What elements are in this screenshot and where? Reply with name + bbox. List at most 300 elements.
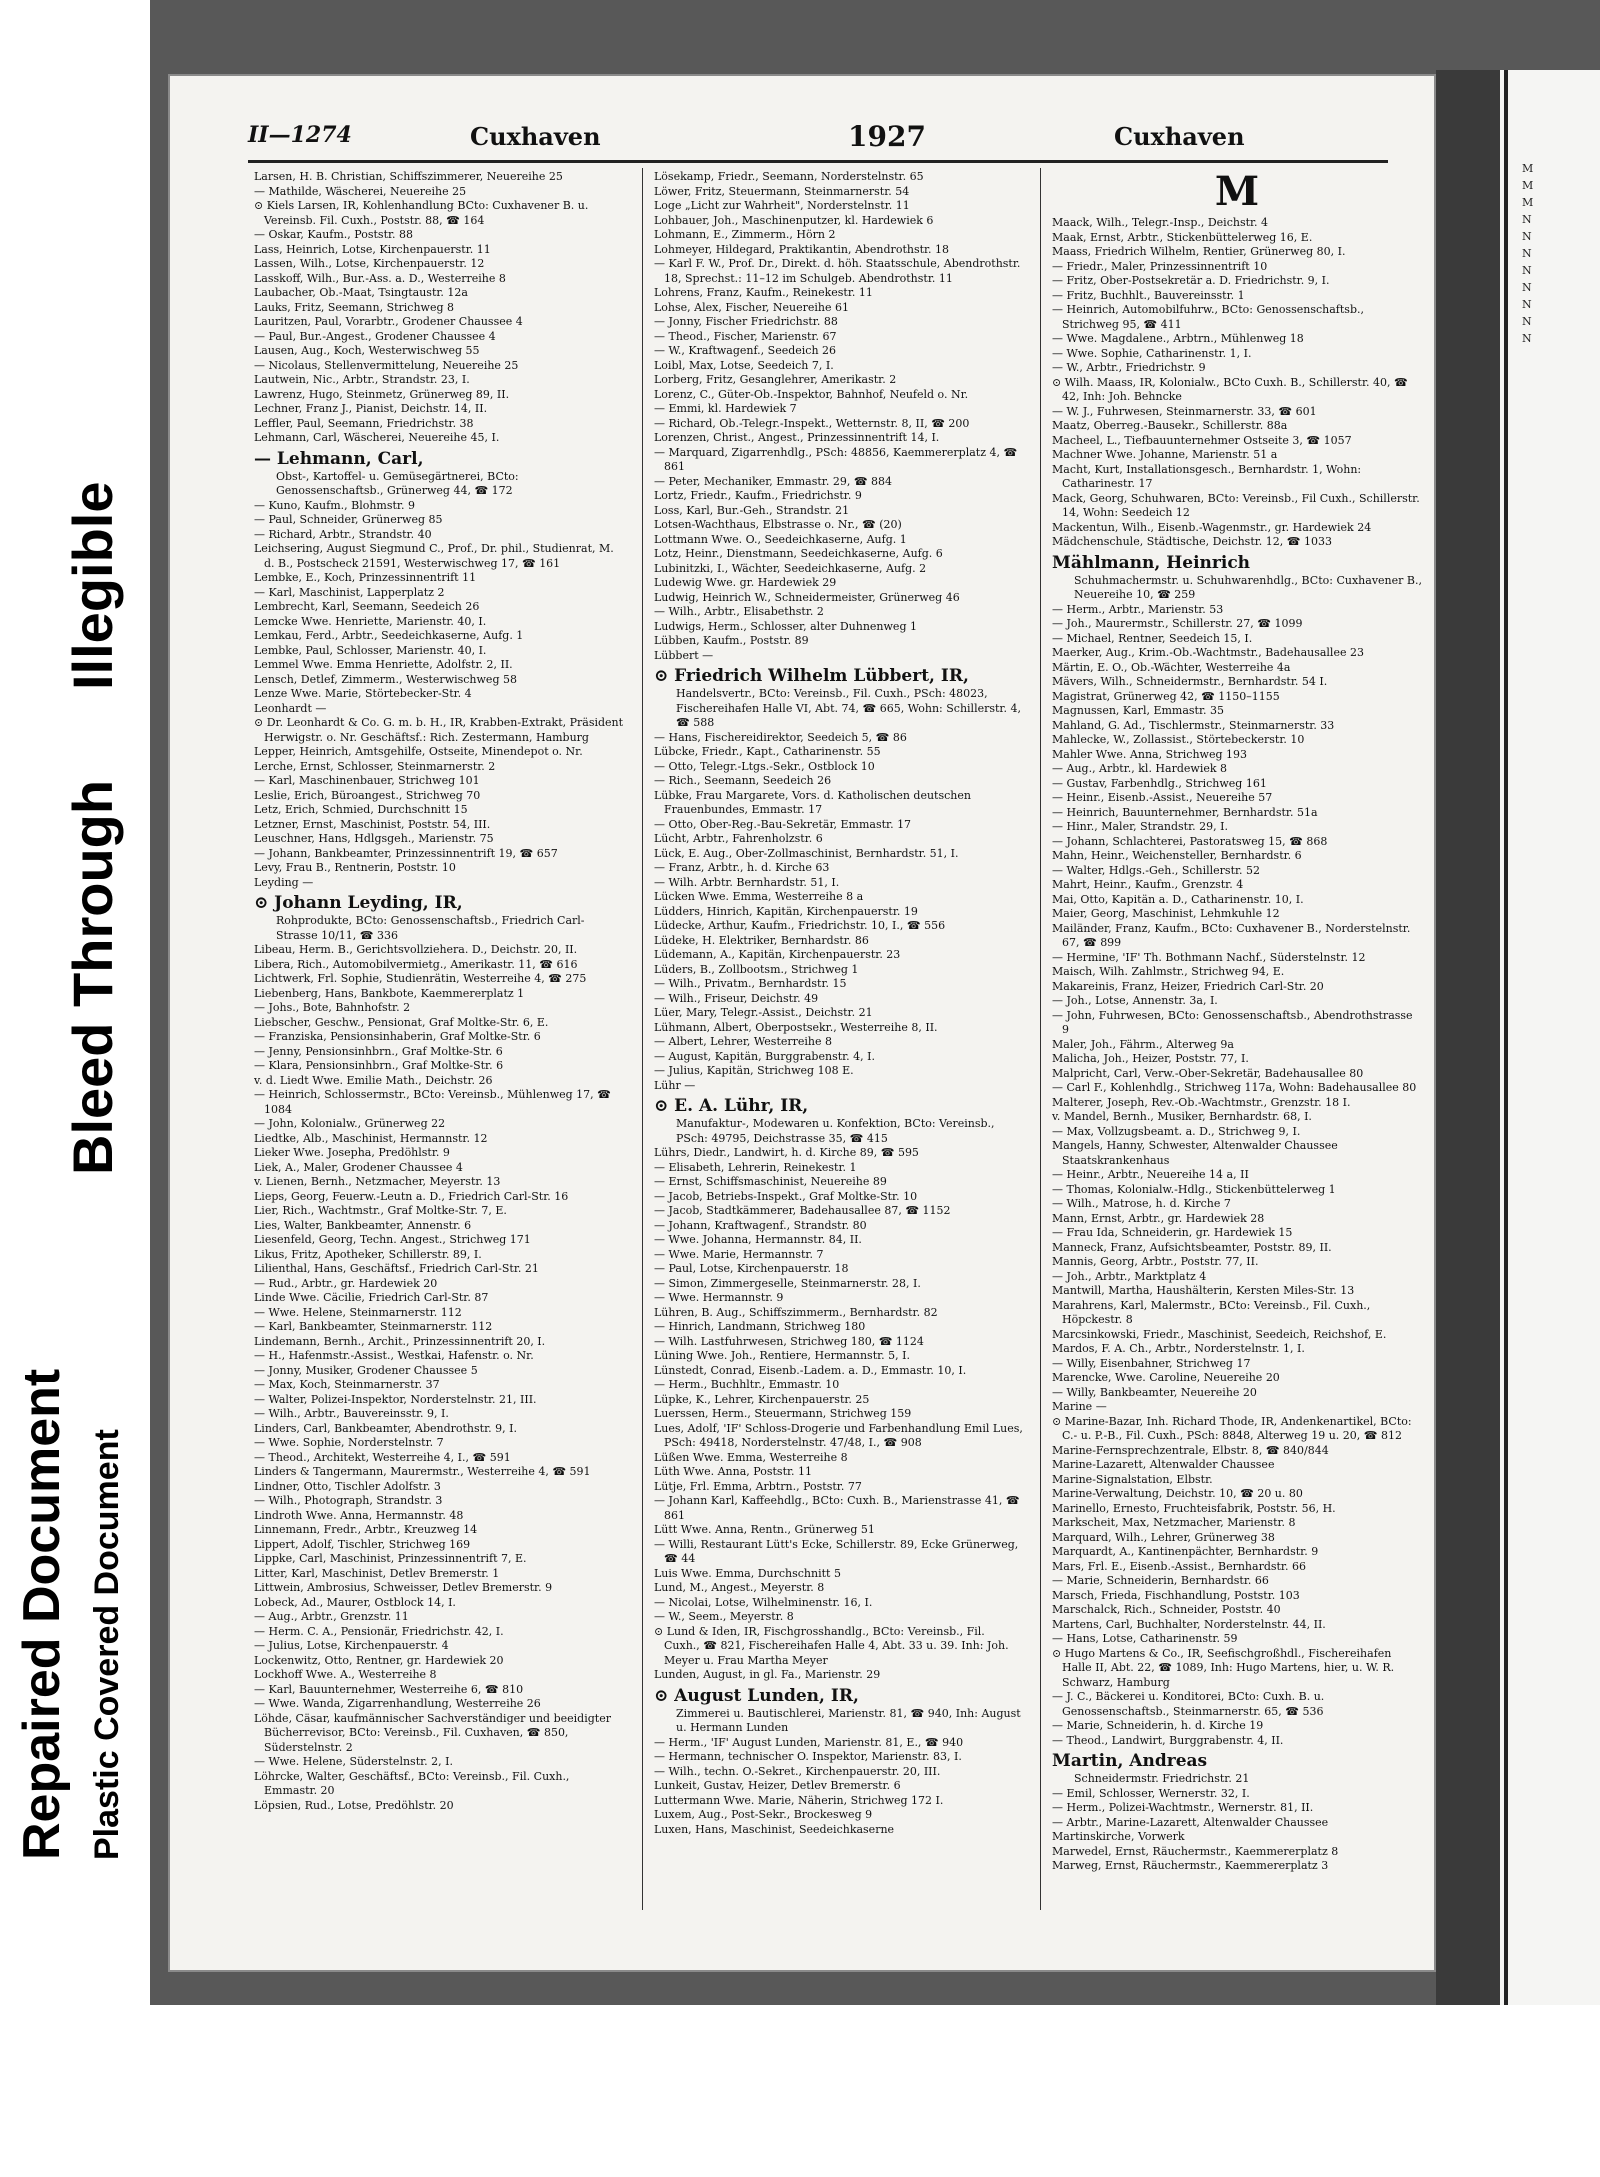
directory-entry: Luxen, Hans, Maschinist, Seedeichkaserne bbox=[654, 1822, 895, 1836]
page-number: II—1274 bbox=[248, 122, 352, 148]
directory-entry: Lüth Wwe. Anna, Poststr. 11 bbox=[654, 1465, 813, 1478]
directory-entry: — Willi, Restaurant Lütt's Ecke, Schillerstr. 89, Ecke Grünerweg, ☎ 44 bbox=[654, 1537, 1019, 1565]
directory-entry: — Albert, Lehrer, Westerreihe 8 bbox=[654, 1035, 833, 1048]
directory-entry: — John, Kolonialw., Grünerweg 22 bbox=[254, 1117, 446, 1130]
directory-entry: — Wwe. Hermannstr. 9 bbox=[654, 1291, 784, 1304]
directory-entry: Linnemann, Fredr., Arbtr., Kreuzweg 14 bbox=[254, 1523, 478, 1536]
directory-entry: — H., Hafenmstr.-Assist., Westkai, Hafenstr. o. Nr. bbox=[254, 1349, 534, 1362]
directory-entry: Lüßen Wwe. Emma, Westerreihe 8 bbox=[654, 1450, 848, 1464]
directory-entry: Lindroth Wwe. Anna, Hermannstr. 48 bbox=[254, 1508, 464, 1522]
directory-entry: Lassen, Wilh., Lotse, Kirchenpauerstr. 12 bbox=[254, 257, 485, 270]
directory-entry: — Julius, Kapitän, Strichweg 108 E. bbox=[654, 1064, 854, 1077]
city-heading-right: Cuxhaven bbox=[1114, 122, 1245, 151]
directory-entry: Lohmeyer, Hildegard, Praktikantin, Abendrothstr. 18 bbox=[654, 242, 950, 256]
directory-entry: Lemkau, Ferd., Arbtr., Seedeichkaserne, Aufg. 1 bbox=[254, 629, 524, 642]
directory-entry: Marine — bbox=[1052, 1400, 1107, 1413]
directory-entry: — J. C., Bäckerei u. Konditorei, BCto: Cuxh. B. u. Genossenschaftsb., Steinmarnerstr. 65, ☎ 536 bbox=[1052, 1690, 1325, 1718]
directory-entry: Lühr — bbox=[654, 1078, 696, 1092]
directory-entry: — Karl, Maschinist, Lapperplatz 2 bbox=[254, 585, 445, 599]
directory-entry: Macheel, L., Tiefbauunternehmer Ostseite 3, ☎ 1057 bbox=[1052, 433, 1352, 447]
directory-entry: — Marie, Schneiderin, Bernhardstr. 66 bbox=[1052, 1574, 1269, 1587]
directory-entry: Lübke, Frau Margarete, Vors. d. Katholischen deutschen Frauenbundes, Emmastr. 17 bbox=[654, 788, 971, 816]
adjacent-page-rule bbox=[1504, 70, 1508, 2005]
directory-entry: — Herm., 'IF' August Lunden, Marienstr. 81, E., ☎ 940 bbox=[654, 1735, 964, 1749]
directory-entry: — Wilh., Matrose, h. d. Kirche 7 bbox=[1052, 1197, 1231, 1210]
directory-entry: Lühmann, Albert, Oberpostsekr., Westerreihe 8, II. bbox=[654, 1020, 938, 1034]
section-letter: M bbox=[1214, 170, 1260, 215]
directory-entry: — Kuno, Kaufm., Blohmstr. 9 bbox=[254, 498, 415, 512]
directory-entry: — Paul, Schneider, Grünerweg 85 bbox=[254, 513, 443, 526]
directory-entry: — Mathilde, Wäscherei, Neuereihe 25 bbox=[254, 184, 467, 198]
directory-entry: — W., Kraftwagenf., Seedeich 26 bbox=[654, 344, 837, 357]
directory-entry: — Emil, Schlosser, Wernerstr. 32, I. bbox=[1052, 1786, 1250, 1800]
directory-entry: Lüdemann, A., Kapitän, Kirchenpauerstr. 23 bbox=[654, 948, 901, 961]
directory-entry: Lünstedt, Conrad, Eisenb.-Ladem. a. D., Emmastr. 10, I. bbox=[654, 1363, 967, 1377]
directory-entry: — Otto, Ober-Reg.-Bau-Sekretär, Emmastr. 17 bbox=[654, 817, 912, 831]
directory-entry: Lemmel Wwe. Emma Henriette, Adolfstr. 2, II. bbox=[254, 658, 513, 671]
directory-entry: Maack, Wilh., Telegr.-Insp., Deichstr. 4 bbox=[1052, 216, 1269, 229]
directory-entry: — Jonny, Musiker, Grodener Chaussee 5 bbox=[254, 1363, 478, 1377]
directory-entry: Machner Wwe. Johanne, Marienstr. 51 a bbox=[1052, 448, 1278, 461]
column-divider-2 bbox=[1040, 168, 1041, 1910]
directory-entry: Loss, Karl, Bur.-Geh., Strandstr. 21 bbox=[654, 503, 850, 517]
label-repaired-document: Repaired Document bbox=[13, 1368, 71, 1860]
directory-entry: Lenze Wwe. Marie, Störtebecker-Str. 4 bbox=[254, 687, 472, 700]
directory-entry: — Wwe. Magdalene., Arbtrn., Mühlenweg 18 bbox=[1052, 332, 1304, 345]
directory-entry: — Heinrich, Bauunternehmer, Bernhardstr. 51a bbox=[1052, 805, 1318, 819]
directory-entry: — Hermann, technischer O. Inspektor, Marienstr. 83, I. bbox=[654, 1750, 962, 1763]
directory-entry: Leslie, Erich, Büroangest., Strichweg 70 bbox=[254, 788, 481, 802]
directory-entry: — Paul, Lotse, Kirchenpauerstr. 18 bbox=[654, 1262, 849, 1275]
directory-entry: — Oskar, Kaufm., Poststr. 88 bbox=[254, 228, 414, 241]
directory-entry: — Karl, Bankbeamter, Steinmarnerstr. 112 bbox=[254, 1320, 493, 1333]
directory-entry: Lauritzen, Paul, Vorarbtr., Grodener Chaussee 4 bbox=[254, 315, 523, 328]
directory-entry: — Franz, Arbtr., h. d. Kirche 63 bbox=[654, 861, 830, 874]
directory-entry: Mahrt, Heinr., Kaufm., Grenzstr. 4 bbox=[1052, 878, 1244, 891]
directory-entry: — Theod., Landwirt, Burggrabenstr. 4, II. bbox=[1052, 1733, 1284, 1747]
directory-entry: Marine-Fernsprechzentrale, Elbstr. 8, ☎ 840/844 bbox=[1052, 1443, 1329, 1457]
directory-entry: — Thomas, Kolonialw.-Hdlg., Stickenbüttelerweg 1 bbox=[1052, 1182, 1336, 1196]
directory-entry: Malicha, Joh., Heizer, Poststr. 77, I. bbox=[1052, 1052, 1249, 1065]
label-plastic-covered-document: Plastic Covered Document bbox=[88, 1429, 126, 1860]
directory-entry: Litter, Karl, Maschinist, Detlev Bremerstr. 1 bbox=[254, 1566, 500, 1580]
directory-entry: Marine-Lazarett, Altenwalder Chaussee bbox=[1052, 1458, 1275, 1471]
directory-entry: Lütt Wwe. Anna, Rentn., Grünerweg 51 bbox=[654, 1523, 875, 1536]
directory-entry: v. d. Liedt Wwe. Emilie Math., Deichstr. 26 bbox=[254, 1073, 493, 1087]
directory-entry: — Heinr., Arbtr., Neuereihe 14 a, II bbox=[1052, 1168, 1249, 1181]
directory-entry: v. Lienen, Bernh., Netzmacher, Meyerstr. 13 bbox=[254, 1175, 501, 1188]
directory-entry: Malterer, Joseph, Rev.-Ob.-Wachtmstr., Grenzstr. 18 I. bbox=[1052, 1095, 1351, 1109]
directory-entry: Lotsen-Wachthaus, Elbstrasse o. Nr., ☎ (20) bbox=[654, 518, 902, 531]
directory-entry: — Arbtr., Marine-Lazarett, Altenwalder Chaussee bbox=[1052, 1815, 1329, 1829]
directory-entry: Lüdeke, H. Elektriker, Bernhardstr. 86 bbox=[654, 933, 869, 947]
directory-entry: — Johann, Bankbeamter, Prinzessinnentrift 19, ☎ 657 bbox=[254, 846, 558, 860]
directory-entry: — Joh., Lotse, Annenstr. 3a, I. bbox=[1052, 994, 1218, 1007]
directory-entry: Obst-, Kartoffel- u. Gemüsegärtnerei, BCto: Genossenschaftsb., Grünerweg 44, ☎ 172 bbox=[276, 469, 519, 497]
directory-entry: — Julius, Lotse, Kirchenpauerstr. 4 bbox=[254, 1639, 449, 1652]
directory-entry: Lübbert — bbox=[654, 648, 714, 662]
directory-entry: Zimmerei u. Bautischlerei, Marienstr. 81, ☎ 940, Inh: August u. Hermann Lunden bbox=[676, 1706, 1021, 1734]
directory-entry: Mahland, G. Ad., Tischlermstr., Steinmarnerstr. 33 bbox=[1052, 718, 1335, 732]
directory-entry: — Richard, Ob.-Telegr.-Inspekt., Wetternstr. 8, II, ☎ 200 bbox=[654, 416, 970, 430]
directory-entry: — Wilh., Arbtr., Bauvereinsstr. 9, I. bbox=[254, 1407, 449, 1420]
directory-entry: Manufaktur-, Modewaren u. Konfektion, BCto: Vereinsb., PSch: 49795, Deichstrasse 35, ☎ 415 bbox=[676, 1117, 995, 1145]
directory-entry: Leonhardt — bbox=[254, 701, 327, 715]
directory-entry: Liek, A., Maler, Grodener Chaussee 4 bbox=[254, 1160, 463, 1174]
directory-entry: Mai, Otto, Kapitän a. D., Catharinenstr. 10, I. bbox=[1052, 892, 1304, 906]
directory-entry: — W. J., Fuhrwesen, Steinmarnerstr. 33, ☎ 601 bbox=[1052, 404, 1317, 418]
directory-entry: Lüning Wwe. Joh., Rentiere, Hermannstr. 5, I. bbox=[654, 1349, 910, 1362]
directory-entry: — Johann, Schlachterei, Pastoratsweg 15, ☎ 868 bbox=[1052, 834, 1328, 848]
directory-entry: Lund, M., Angest., Meyerstr. 8 bbox=[654, 1581, 825, 1594]
directory-entry: — Hans, Lotse, Catharinenstr. 59 bbox=[1052, 1632, 1238, 1645]
directory-entry: ⊙ Marine-Bazar, Inh. Richard Thode, IR, Andenkenartikel, BCto: C.- u. P.-B., Fil. Cuxh., PSch: 8848, Alterweg 19 u. 20, ☎ 812 bbox=[1052, 1414, 1412, 1442]
directory-entry: — Simon, Zimmergeselle, Steinmarnerstr. 28, I. bbox=[654, 1276, 921, 1290]
directory-entry: Mangels, Hanny, Schwester, Altenwalder Chaussee Staatskrankenhaus bbox=[1052, 1139, 1338, 1167]
directory-entry: Linders, Carl, Bankbeamter, Abendrothstr. 9, I. bbox=[254, 1421, 517, 1435]
directory-entry: — Rich., Seemann, Seedeich 26 bbox=[654, 774, 832, 787]
directory-entry: Libeau, Herm. B., Gerichtsvollziehera. D., Deichstr. 20, II. bbox=[254, 943, 578, 956]
adjacent-page-text: M M M N N N N N N N N bbox=[1522, 162, 1534, 345]
directory-entry: Lütje, Frl. Emma, Arbtrn., Poststr. 77 bbox=[654, 1479, 862, 1493]
directory-entry: — Wwe. Sophie, Catharinenstr. 1, I. bbox=[1052, 346, 1252, 360]
directory-entry: Leyding — bbox=[254, 875, 314, 889]
directory-entry: — W., Arbtr., Friedrichstr. 9 bbox=[1052, 361, 1206, 374]
directory-entry: — Wwe. Helene, Steinmarnerstr. 112 bbox=[254, 1305, 462, 1319]
directory-entry: Lobeck, Ad., Maurer, Ostblock 14, I. bbox=[254, 1595, 456, 1609]
directory-entry: — Wilh., Photograph, Strandstr. 3 bbox=[254, 1494, 443, 1507]
directory-entry: — Jacob, Stadtkämmerer, Badehausallee 87, ☎ 1152 bbox=[654, 1204, 951, 1217]
directory-entry: — Marquard, Zigarrenhdlg., PSch: 48856, Kaemmererplatz 4, ☎ 861 bbox=[654, 445, 1018, 473]
directory-entry: Ludewig Wwe. gr. Hardewiek 29 bbox=[654, 576, 837, 589]
directory-entry: Mack, Georg, Schuhwaren, BCto: Vereinsb., Fil Cuxh., Schillerstr. 14, Wohn: Seedeich 12 bbox=[1052, 491, 1420, 519]
directory-entry: Lübben, Kaufm., Poststr. 89 bbox=[654, 634, 809, 647]
directory-entry: Laubacher, Ob.-Maat, Tsingtaustr. 12a bbox=[254, 286, 468, 299]
directory-entry: Lunden, August, in gl. Fa., Marienstr. 29 bbox=[654, 1668, 881, 1681]
directory-entry: Lohrens, Franz, Kaufm., Reinekestr. 11 bbox=[654, 286, 873, 299]
directory-entry: — Theod., Fischer, Marienstr. 67 bbox=[654, 329, 837, 343]
directory-entry: Mars, Frl. E., Eisenb.-Assist., Bernhardstr. 66 bbox=[1052, 1559, 1306, 1573]
adjacent-page bbox=[1500, 70, 1600, 2005]
directory-entry: — Hermine, 'IF' Th. Bothmann Nachf., Süderstelnstr. 12 bbox=[1052, 950, 1366, 964]
directory-entry: Luxem, Aug., Post-Sekr., Brockesweg 9 bbox=[654, 1808, 873, 1821]
directory-entry: Lepper, Heinrich, Amtsgehilfe, Ostseite, Minendepot o. Nr. bbox=[254, 745, 583, 758]
directory-entry: Lorenzen, Christ., Angest., Prinzessinnentrift 14, I. bbox=[654, 431, 940, 444]
directory-entry: Lawrenz, Hugo, Steinmetz, Grünerweg 89, II. bbox=[254, 387, 510, 401]
directory-entry: — Joh., Maurermstr., Schillerstr. 27, ☎ 1099 bbox=[1052, 617, 1303, 630]
directory-entry: Lippert, Adolf, Tischler, Strichweg 169 bbox=[254, 1537, 471, 1551]
directory-entry: Löpsien, Rud., Lotse, Predöhlstr. 20 bbox=[254, 1798, 454, 1812]
directory-entry: Lotz, Heinr., Dienstmann, Seedeichkaserne, Aufg. 6 bbox=[654, 547, 943, 560]
directory-entry: Mailänder, Franz, Kaufm., BCto: Cuxhavener B., Norderstelnstr. 67, ☎ 899 bbox=[1052, 921, 1411, 949]
directory-entry: Lück, E. Aug., Ober-Zollmaschinist, Bernhardstr. 51, I. bbox=[654, 846, 959, 860]
directory-entry: — Nicolai, Lotse, Wilhelminenstr. 16, I. bbox=[654, 1595, 873, 1609]
directory-entry: — Wilh. Arbtr. Bernhardstr. 51, I. bbox=[654, 875, 840, 889]
directory-entry: — Fritz, Ober-Postsekretär a. D. Friedrichstr. 9, I. bbox=[1052, 274, 1330, 287]
directory-entry: — Wilh., techn. O.-Sekret., Kirchenpauerstr. 20, III. bbox=[654, 1764, 941, 1778]
directory-entry: — John, Fuhrwesen, BCto: Genossenschaftsb., Abendrothstrasse 9 bbox=[1052, 1008, 1413, 1036]
directory-entry: Löhrcke, Walter, Geschäftsf., BCto: Vereinsb., Fil. Cuxh., Emmastr. 20 bbox=[254, 1769, 570, 1797]
directory-entry: — Theod., Architekt, Westerreihe 4, I., ☎ 591 bbox=[254, 1450, 511, 1464]
directory-entry: — Wwe. Johanna, Hermannstr. 84, II. bbox=[654, 1233, 862, 1246]
directory-entry: ⊙ Wilh. Maass, IR, Kolonialw., BCto Cuxh. B., Schillerstr. 40, ☎ 42, Inh: Joh. Behncke bbox=[1052, 375, 1408, 403]
directory-entry: Mannis, Georg, Arbtr., Poststr. 77, II. bbox=[1052, 1255, 1259, 1268]
directory-entry: ⊙ Kiels Larsen, IR, Kohlenhandlung BCto: Cuxhavener B. u. Vereinsb. Fil. Cuxh., Poststr. 88, ☎ 164 bbox=[254, 199, 589, 227]
directory-entry: — Herm., Buchhltr., Emmastr. 10 bbox=[654, 1378, 840, 1391]
directory-entry: — W., Seem., Meyerstr. 8 bbox=[654, 1610, 794, 1623]
directory-entry: Mahlecke, W., Zollassist., Störtebeckerstr. 10 bbox=[1052, 733, 1305, 746]
directory-entry: Mahler Wwe. Anna, Strichweg 193 bbox=[1052, 747, 1248, 761]
directory-entry: Lottmann Wwe. O., Seedeichkaserne, Aufg. 1 bbox=[654, 532, 907, 546]
directory-entry: Lührs, Diedr., Landwirt, h. d. Kirche 89, ☎ 595 bbox=[654, 1146, 919, 1159]
directory-entry: — Aug., Arbtr., Grenzstr. 11 bbox=[254, 1610, 409, 1623]
directory-entry: — Hinr., Maler, Strandstr. 29, I. bbox=[1052, 820, 1228, 833]
directory-entry: Magnussen, Karl, Emmastr. 35 bbox=[1052, 704, 1225, 717]
directory-entry: Leffler, Paul, Seemann, Friedrichstr. 38 bbox=[254, 416, 474, 430]
directory-entry: Lieps, Georg, Feuerw.-Leutn a. D., Friedrich Carl-Str. 16 bbox=[254, 1189, 569, 1203]
directory-entry: Marweg, Ernst, Räuchermstr., Kaemmererplatz 3 bbox=[1052, 1859, 1329, 1872]
column-3 bbox=[1052, 170, 1422, 1910]
directory-entry: Lubinitzki, I., Wächter, Seedeichkaserne, Aufg. 2 bbox=[654, 561, 927, 575]
directory-entry: — Walter, Hdlgs.-Geh., Schillerstr. 52 bbox=[1052, 863, 1261, 877]
directory-entry: Lohbauer, Joh., Maschinenputzer, kl. Hardewiek 6 bbox=[654, 213, 934, 227]
directory-entry: — Wwe. Marie, Hermannstr. 7 bbox=[654, 1247, 824, 1261]
directory-entry: Lüer, Mary, Telegr.-Assist., Deichstr. 21 bbox=[654, 1006, 873, 1019]
directory-entry: — Emmi, kl. Hardewiek 7 bbox=[654, 402, 797, 415]
directory-entry: Märtin, E. O., Ob.-Wächter, Westerreihe 4a bbox=[1052, 660, 1291, 674]
directory-entry: Lohse, Alex, Fischer, Neuereihe 61 bbox=[654, 300, 850, 314]
directory-entry: Marquard, Wilh., Lehrer, Grünerweg 38 bbox=[1052, 1530, 1275, 1544]
directory-entry: ⊙ Johann Leyding, IR, bbox=[254, 893, 463, 913]
directory-entry: ⊙ Lund & Iden, IR, Fischgrosshandlg., BCto: Vereinsb., Fil. Cuxh., ☎ 821, Fischereihafen Halle 4, Abt. 33 u. 39. Inh: Joh. Meyer u. Frau Martha Meyer bbox=[654, 1624, 1009, 1667]
directory-entry: Lindemann, Bernh., Archit., Prinzessinnentrift 20, I. bbox=[254, 1334, 546, 1348]
directory-entry: Lücken Wwe. Emma, Westerreihe 8 a bbox=[654, 890, 864, 903]
directory-entry: ⊙ Friedrich Wilhelm Lübbert, IR, bbox=[654, 666, 969, 686]
directory-entry: Liedtke, Alb., Maschinist, Hermannstr. 12 bbox=[254, 1131, 488, 1145]
directory-entry: — August, Kapitän, Burggrabenstr. 4, I. bbox=[654, 1049, 876, 1063]
condition-labels-strip bbox=[0, 0, 150, 2005]
directory-entry: Mählmann, Heinrich bbox=[1052, 552, 1251, 573]
directory-entry: Leichsering, August Siegmund C., Prof., Dr. phil., Studienrat, M. d. B., Postscheck 21591, Westerwischweg 17, ☎ 161 bbox=[254, 542, 614, 570]
directory-entry: Linders & Tangermann, Maurermstr., Westerreihe 4, ☎ 591 bbox=[254, 1465, 591, 1478]
directory-entry: — Richard, Arbtr., Strandstr. 40 bbox=[254, 527, 432, 541]
directory-entry: Lausen, Aug., Koch, Westerwischweg 55 bbox=[254, 344, 480, 357]
directory-entry: — Max, Koch, Steinmarnerstr. 37 bbox=[254, 1378, 440, 1391]
directory-entry: ⊙ E. A. Lühr, IR, bbox=[654, 1096, 809, 1116]
directory-entry: Maerker, Aug., Krim.-Ob.-Wachtmstr., Badehausallee 23 bbox=[1052, 646, 1364, 659]
directory-entry: v. Mandel, Bernh., Musiker, Bernhardstr. 68, I. bbox=[1052, 1110, 1312, 1123]
directory-entry: — Heinrich, Schlossermstr., BCto: Vereinsb., Mühlenweg 17, ☎ 1084 bbox=[254, 1088, 611, 1116]
directory-entry: — Michael, Rentner, Seedeich 15, I. bbox=[1052, 631, 1253, 645]
directory-entry: Lautwein, Nic., Arbtr., Strandstr. 23, I. bbox=[254, 373, 470, 386]
directory-entry: — Heinrich, Automobilfuhrw., BCto: Genossenschaftsb., Strichweg 95, ☎ 411 bbox=[1052, 303, 1364, 331]
directory-entry: — Jonny, Fischer Friedrichstr. 88 bbox=[654, 315, 838, 328]
directory-entry: — Johs., Bote, Bahnhofstr. 2 bbox=[254, 1001, 411, 1014]
directory-entry: — Willy, Bankbeamter, Neuereihe 20 bbox=[1052, 1385, 1257, 1399]
directory-entry: Marschalck, Rich., Schneider, Poststr. 40 bbox=[1052, 1603, 1281, 1616]
directory-entry: Marinello, Ernesto, Fruchteisfabrik, Poststr. 56, H. bbox=[1052, 1501, 1336, 1515]
directory-entry: — Wwe. Wanda, Zigarrenhandlung, Westerreihe 26 bbox=[254, 1697, 541, 1710]
directory-entry: Ludwig, Heinrich W., Schneidermeister, Grünerweg 46 bbox=[654, 590, 960, 604]
directory-entry: Lies, Walter, Bankbeamter, Annenstr. 6 bbox=[254, 1218, 472, 1232]
directory-entry: — Wilh. Lastfuhrwesen, Strichweg 180, ☎ 1124 bbox=[654, 1334, 924, 1348]
directory-entry: — Hans, Fischereidirektor, Seedeich 5, ☎ 86 bbox=[654, 730, 907, 744]
directory-entry: Mantwill, Martha, Haushälterin, Kersten Miles-Str. 13 bbox=[1052, 1284, 1355, 1297]
directory-entry: Mann, Ernst, Arbtr., gr. Hardewiek 28 bbox=[1052, 1211, 1265, 1225]
directory-entry: Maisch, Wilh. Zahlmstr., Strichweg 94, E. bbox=[1052, 965, 1285, 978]
directory-entry: ⊙ August Lunden, IR, bbox=[654, 1685, 859, 1706]
directory-entry: Lembke, Paul, Schlosser, Marienstr. 40, I. bbox=[254, 643, 487, 657]
directory-entry: — Frau Ida, Schneiderin, gr. Hardewiek 15 bbox=[1052, 1226, 1293, 1239]
city-heading-left: Cuxhaven bbox=[470, 122, 601, 151]
directory-entry: Littwein, Ambrosius, Schweisser, Detlev Bremerstr. 9 bbox=[254, 1581, 553, 1594]
directory-entry: Lockhoff Wwe. A., Westerreihe 8 bbox=[254, 1668, 437, 1681]
directory-entry: — Heinr., Eisenb.-Assist., Neuereihe 57 bbox=[1052, 791, 1273, 804]
directory-entry: Lösekamp, Friedr., Seemann, Norderstelnstr. 65 bbox=[654, 170, 924, 183]
directory-entry: Lohmann, E., Zimmerm., Hörn 2 bbox=[654, 228, 836, 241]
directory-entry: Martin, Andreas bbox=[1052, 1751, 1208, 1771]
directory-entry: Lühren, B. Aug., Schiffszimmerm., Bernhardstr. 82 bbox=[654, 1305, 938, 1319]
directory-entry: Lechner, Franz J., Pianist, Deichstr. 14, II. bbox=[254, 402, 488, 415]
directory-entry: Marwedel, Ernst, Räuchermstr., Kaemmererplatz 8 bbox=[1052, 1844, 1339, 1858]
directory-entry: Lorenz, C., Güter-Ob.-Inspektor, Bahnhof, Neufeld o. Nr. bbox=[654, 387, 969, 401]
directory-entry: — Karl, Bauunternehmer, Westerreihe 6, ☎ 810 bbox=[254, 1682, 524, 1696]
directory-entry: Loibl, Max, Lotse, Seedeich 7, I. bbox=[654, 358, 834, 372]
directory-entry: — Herm., Polizei-Wachtmstr., Wernerstr. 81, II. bbox=[1052, 1801, 1314, 1814]
directory-entry: Levy, Frau B., Rentnerin, Poststr. 10 bbox=[254, 861, 456, 874]
directory-entry: Liebscher, Geschw., Pensionat, Graf Moltke-Str. 6, E. bbox=[254, 1015, 549, 1029]
directory-entry: — Friedr., Maler, Prinzessinnentrift 10 bbox=[1052, 259, 1268, 273]
year-heading: 1927 bbox=[848, 120, 926, 153]
directory-entry: Lembrecht, Karl, Seemann, Seedeich 26 bbox=[254, 600, 480, 613]
header-rule bbox=[248, 160, 1388, 163]
directory-entry: — Hinrich, Landmann, Strichweg 180 bbox=[654, 1320, 866, 1333]
directory-entry: Marquardt, A., Kantinenpächter, Bernhardstr. 9 bbox=[1052, 1545, 1319, 1558]
directory-entry: Maak, Ernst, Arbtr., Stickenbüttelerweg 16, E. bbox=[1052, 230, 1313, 244]
directory-entry: Mävers, Wilh., Schneidermstr., Bernhardstr. 54 I. bbox=[1052, 675, 1328, 688]
directory-entry: Löhde, Cäsar, kaufmännischer Sachverständiger und beeidigter Bücherrevisor, BCto: Vereinsb., Fil. Cuxhaven, ☎ 850, Süderstelnstr. 2 bbox=[254, 1711, 611, 1754]
directory-entry: Marcsinkowski, Friedr., Maschinist, Seedeich, Reichshof, E. bbox=[1052, 1327, 1387, 1341]
directory-entry: Lembke, E., Koch, Prinzessinnentrift 11 bbox=[254, 571, 477, 584]
directory-entry: — Aug., Arbtr., kl. Hardewiek 8 bbox=[1052, 762, 1228, 775]
directory-entry: Lasskoff, Wilh., Bur.-Ass. a. D., Westerreihe 8 bbox=[254, 271, 506, 285]
directory-entry: — Franziska, Pensionsinhaberin, Graf Moltke-Str. 6 bbox=[254, 1030, 541, 1043]
directory-entry: Luttermann Wwe. Marie, Näherin, Strichweg 172 I. bbox=[654, 1793, 944, 1807]
directory-entry: — Max, Vollzugsbeamt. a. D., Strichweg 9, I. bbox=[1052, 1124, 1301, 1138]
directory-entry: Lerche, Ernst, Schlosser, Steinmarnerstr. 2 bbox=[254, 759, 496, 773]
directory-entry: — Gustav, Farbenhdlg., Strichweg 161 bbox=[1052, 776, 1267, 790]
directory-entry: Marencke, Wwe. Caroline, Neuereihe 20 bbox=[1052, 1371, 1280, 1384]
directory-entry: Lemcke Wwe. Henriette, Marienstr. 40, I. bbox=[254, 614, 487, 628]
directory-entry: Maass, Friedrich Wilhelm, Rentier, Grünerweg 80, I. bbox=[1052, 245, 1346, 258]
directory-entry: Maatz, Oberreg.-Bausekr., Schillerstr. 88a bbox=[1052, 419, 1288, 432]
directory-entry: Marine-Signalstation, Elbstr. bbox=[1052, 1472, 1213, 1486]
directory-entry: Lübcke, Friedr., Kapt., Catharinenstr. 55 bbox=[654, 745, 881, 758]
directory-entry: — Karl F. W., Prof. Dr., Direkt. d. höh. Staatsschule, Abendrothstr. 18, Sprechst.: 11–12 im Schulgeb. Abendrothstr. 11 bbox=[654, 257, 1021, 285]
directory-entry: Letz, Erich, Schmied, Durchschnitt 15 bbox=[254, 803, 468, 816]
label-illegible: Illegible bbox=[61, 481, 124, 690]
directory-entry: — Johann Karl, Kaffeehdlg., BCto: Cuxh. B., Marienstrasse 41, ☎ 861 bbox=[654, 1494, 1020, 1522]
directory-entry: Martens, Carl, Buchhalter, Norderstelnstr. 44, II. bbox=[1052, 1617, 1326, 1631]
directory-entry: Schuhmachermstr. u. Schuhwarenhdlg., BCto: Cuxhavener B., Neuereihe 10, ☎ 259 bbox=[1074, 573, 1422, 601]
directory-entry: ⊙ Hugo Martens & Co., IR, Seefischgroßhdl., Fischereihafen Halle II, Abt. 22, ☎ 1089, Inh: Hugo Martens, hier, u. W. R. Schwarz, Hamburg bbox=[1052, 1646, 1395, 1689]
directory-entry: Schneidermstr. Friedrichstr. 21 bbox=[1074, 1772, 1250, 1785]
directory-entry: Markscheit, Max, Netzmacher, Marienstr. 8 bbox=[1052, 1516, 1296, 1529]
directory-entry: Loge „Licht zur Wahrheit", Norderstelnstr. 11 bbox=[654, 199, 910, 212]
column-2 bbox=[654, 170, 1024, 1910]
directory-entry: Likus, Fritz, Apotheker, Schillerstr. 89, I. bbox=[254, 1247, 482, 1261]
directory-entry: Lüdders, Hinrich, Kapitän, Kirchenpauerstr. 19 bbox=[654, 904, 918, 918]
directory-entry: Lauks, Fritz, Seemann, Strichweg 8 bbox=[254, 300, 455, 314]
directory-entry: — Nicolaus, Stellenvermittelung, Neuereihe 25 bbox=[254, 358, 519, 372]
directory-entry: Macht, Kurt, Installationsgesch., Bernhardstr. 1, Wohn: Catharinestr. 17 bbox=[1052, 462, 1362, 490]
directory-entry: — Herm. C. A., Pensionär, Friedrichstr. 42, I. bbox=[254, 1624, 504, 1638]
directory-entry: — Walter, Polizei-Inspektor, Norderstelnstr. 21, III. bbox=[254, 1392, 537, 1406]
directory-entry: — Johann, Kraftwagenf., Strandstr. 80 bbox=[654, 1218, 867, 1232]
directory-entry: — Paul, Bur.-Angest., Grodener Chaussee 4 bbox=[254, 329, 496, 343]
directory-entry: Marine-Verwaltung, Deichstr. 10, ☎ 20 u. 80 bbox=[1052, 1487, 1303, 1500]
directory-entry: Marsch, Frieda, Fischhandlung, Poststr. 103 bbox=[1052, 1588, 1300, 1602]
directory-entry: Lilienthal, Hans, Geschäftsf., Friedrich Carl-Str. 21 bbox=[254, 1262, 539, 1275]
page-header bbox=[248, 116, 1388, 156]
directory-entry: Leuschner, Hans, Hdlgsgeh., Marienstr. 75 bbox=[254, 832, 494, 845]
directory-entry: Ludwigs, Herm., Schlosser, alter Duhnenweg 1 bbox=[654, 619, 917, 633]
directory-entry: Löwer, Fritz, Steuermann, Steinmarnerstr. 54 bbox=[654, 184, 910, 198]
directory-entry: Mardos, F. A. Ch., Arbtr., Norderstelnstr. 1, I. bbox=[1052, 1342, 1305, 1355]
directory-entry: — Rud., Arbtr., gr. Hardewiek 20 bbox=[254, 1276, 438, 1290]
directory-entry: Manneck, Franz, Aufsichtsbeamter, Poststr. 89, II. bbox=[1052, 1240, 1332, 1254]
directory-entry: Libera, Rich., Automobilvermietg., Amerikastr. 11, ☎ 616 bbox=[254, 957, 578, 971]
directory-entry: Lüpke, K., Lehrer, Kirchenpauerstr. 25 bbox=[654, 1392, 870, 1406]
directory-entry: Maler, Joh., Fährm., Alterweg 9a bbox=[1052, 1037, 1234, 1051]
directory-entry: Mädchenschule, Städtische, Deichstr. 12, ☎ 1033 bbox=[1052, 535, 1332, 548]
directory-entry: ⊙ Dr. Leonhardt & Co. G. m. b. H., IR, Krabben-Extrakt, Präsident Herwigstr. o. Nr. Geschäftsf.: Rich. Zestermann, Hamburg bbox=[254, 716, 624, 744]
directory-entry: Lippke, Carl, Maschinist, Prinzessinnentrift 7, E. bbox=[254, 1552, 527, 1565]
directory-entry: Lichtwerk, Frl. Sophie, Studienrätin, Westerreihe 4, ☎ 275 bbox=[254, 972, 587, 985]
directory-entry: Luerssen, Herm., Steuermann, Strichweg 159 bbox=[654, 1407, 912, 1420]
directory-entry: — Jacob, Betriebs-Inspekt., Graf Moltke-Str. 10 bbox=[654, 1189, 918, 1203]
directory-entry: Handelsvertr., BCto: Vereinsb., Fil. Cuxh., PSch: 48023, Fischereihafen Halle VI, Abt. 74, ☎ 665, Wohn: Schillerstr. 4, ☎ 588 bbox=[676, 687, 1021, 729]
directory-entry: — Herm., Arbtr., Marienstr. 53 bbox=[1052, 602, 1224, 616]
directory-entry: Maier, Georg, Maschinist, Lehmkuhle 12 bbox=[1052, 907, 1280, 920]
directory-entry: — Fritz, Buchhlt., Bauvereinsstr. 1 bbox=[1052, 288, 1245, 302]
directory-entry: Magistrat, Grünerweg 42, ☎ 1150–1155 bbox=[1052, 689, 1280, 703]
directory-entry: — Otto, Telegr.-Ltgs.-Sekr., Ostblock 10 bbox=[654, 759, 875, 773]
directory-entry: — Wilh., Arbtr., Elisabethstr. 2 bbox=[654, 605, 824, 618]
directory-entry: — Ernst, Schiffsmaschinist, Neuereihe 89 bbox=[654, 1175, 887, 1188]
directory-entry: — Wilh., Privatm., Bernhardstr. 15 bbox=[654, 977, 847, 990]
directory-entry: Lindner, Otto, Tischler Adolfstr. 3 bbox=[254, 1479, 441, 1493]
column-divider-1 bbox=[642, 168, 643, 1910]
book-gutter bbox=[1436, 70, 1500, 2005]
directory-entry: — Wwe. Sophie, Norderstelnstr. 7 bbox=[254, 1436, 444, 1449]
directory-entry: Lüdecke, Arthur, Kaufm., Friedrichstr. 10, I., ☎ 556 bbox=[654, 919, 946, 932]
directory-entry: Lücht, Arbtr., Fahrenholzstr. 6 bbox=[654, 832, 823, 845]
label-bleed-through: Bleed Through bbox=[61, 779, 124, 1175]
directory-entry: Lass, Heinrich, Lotse, Kirchenpauerstr. 11 bbox=[254, 242, 491, 256]
directory-entry: Larsen, H. B. Christian, Schiffszimmerer, Neuereihe 25 bbox=[254, 170, 563, 183]
directory-entry: Makareinis, Franz, Heizer, Friedrich Carl-Str. 20 bbox=[1052, 979, 1324, 993]
directory-entry: Martinskirche, Vorwerk bbox=[1052, 1830, 1185, 1843]
bottom-margin bbox=[0, 2005, 1600, 2177]
directory-entry: Lensch, Detlef, Zimmerm., Westerwischweg 58 bbox=[254, 672, 517, 686]
directory-entry: — Jenny, Pensionsinhbrn., Graf Moltke-Str. 6 bbox=[254, 1044, 503, 1058]
directory-entry: Mahn, Heinr., Weichensteller, Bernhardstr. 6 bbox=[1052, 849, 1302, 862]
directory-entry: Lockenwitz, Otto, Rentner, gr. Hardewiek 20 bbox=[254, 1653, 504, 1667]
directory-entry: — Marie, Schneiderin, h. d. Kirche 19 bbox=[1052, 1719, 1264, 1732]
directory-entry: Lieker Wwe. Josepha, Predöhlstr. 9 bbox=[254, 1146, 450, 1159]
directory-entry: Lüders, B., Zollbootsm., Strichweg 1 bbox=[654, 962, 859, 976]
